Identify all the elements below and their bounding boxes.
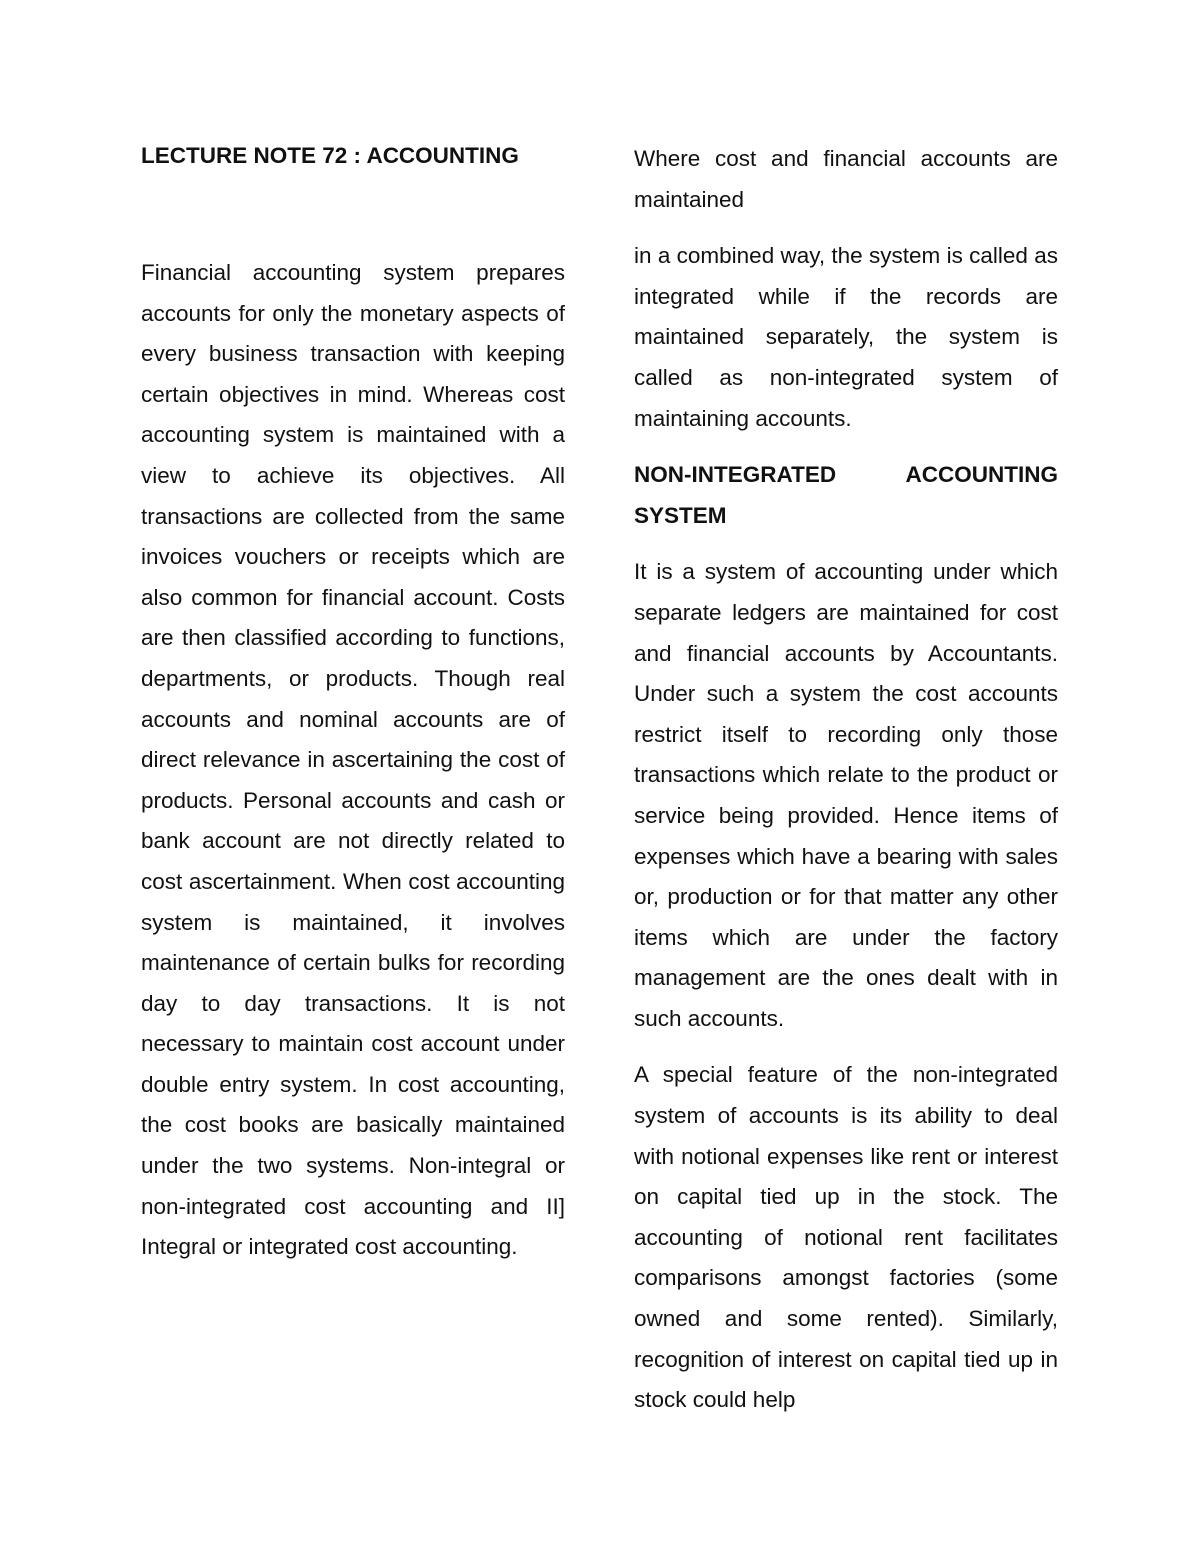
right-column bbox=[634, 139, 1058, 1421]
paragraph-special-feature: A special feature of the non-integrated system of accounts is its ability to deal with notional expenses like rent or interest on capital tied up in the stock. The accounting of notional rent facilitates comparisons amongst factories (some owned and some rented). Similarly, recognition of interest on capital tied up in stock could help bbox=[634, 1062, 1058, 1413]
left-column bbox=[141, 139, 565, 1268]
paragraph-financial-accounting: Financial accounting system prepares accounts for only the monetary aspects of every business transaction with keeping certain objectives in mind. Whereas cost accounting system is maintained with a view to achieve its objectives. All transactions are collected from the same invoices vouchers or receipts which are also common for financial account. Costs are then classified according to functions, departments, or products. Though real accounts and nominal accounts are of direct relevance in ascertaining the cost of products. Personal accounts and cash or bank account are not directly related to cost ascertainment. When cost accounting system is maintained, it involves maintenance of certain bulks for recording day to day transactions. It is not necessary to maintain cost account under double entry system. In cost accounting, the cost books are basically maintained under the two systems. Non-integral or non-integrated cost accounting and II] Integral or integrated cost accounting. bbox=[141, 260, 565, 1260]
paragraph-where-cost: Where cost and financial accounts are maintained bbox=[634, 146, 1058, 212]
document-title: LECTURE NOTE 72 : ACCOUNTING bbox=[141, 143, 519, 168]
heading-word-1: NON-INTEGRATED bbox=[634, 462, 837, 488]
heading-word-2: ACCOUNTING bbox=[905, 462, 1058, 488]
section-heading-non-integrated bbox=[634, 455, 1058, 536]
heading-word-3: SYSTEM bbox=[634, 502, 727, 528]
paragraph-system-of-accounting: It is a system of accounting under which separate ledgers are maintained for cost and financial accounts by Accountants. Under such a system the cost accounts restrict itself to recording only those transactions which relate to the product or service being provided. Hence items of expenses which have a bearing with sales or, production or for that matter any other items which are under the factory management are the ones dealt with in such accounts. bbox=[634, 559, 1058, 1031]
paragraph-combined-way: in a combined way, the system is called as integrated while if the records are maintained separately, the system is called as non-integrated system of maintaining accounts. bbox=[634, 243, 1058, 431]
